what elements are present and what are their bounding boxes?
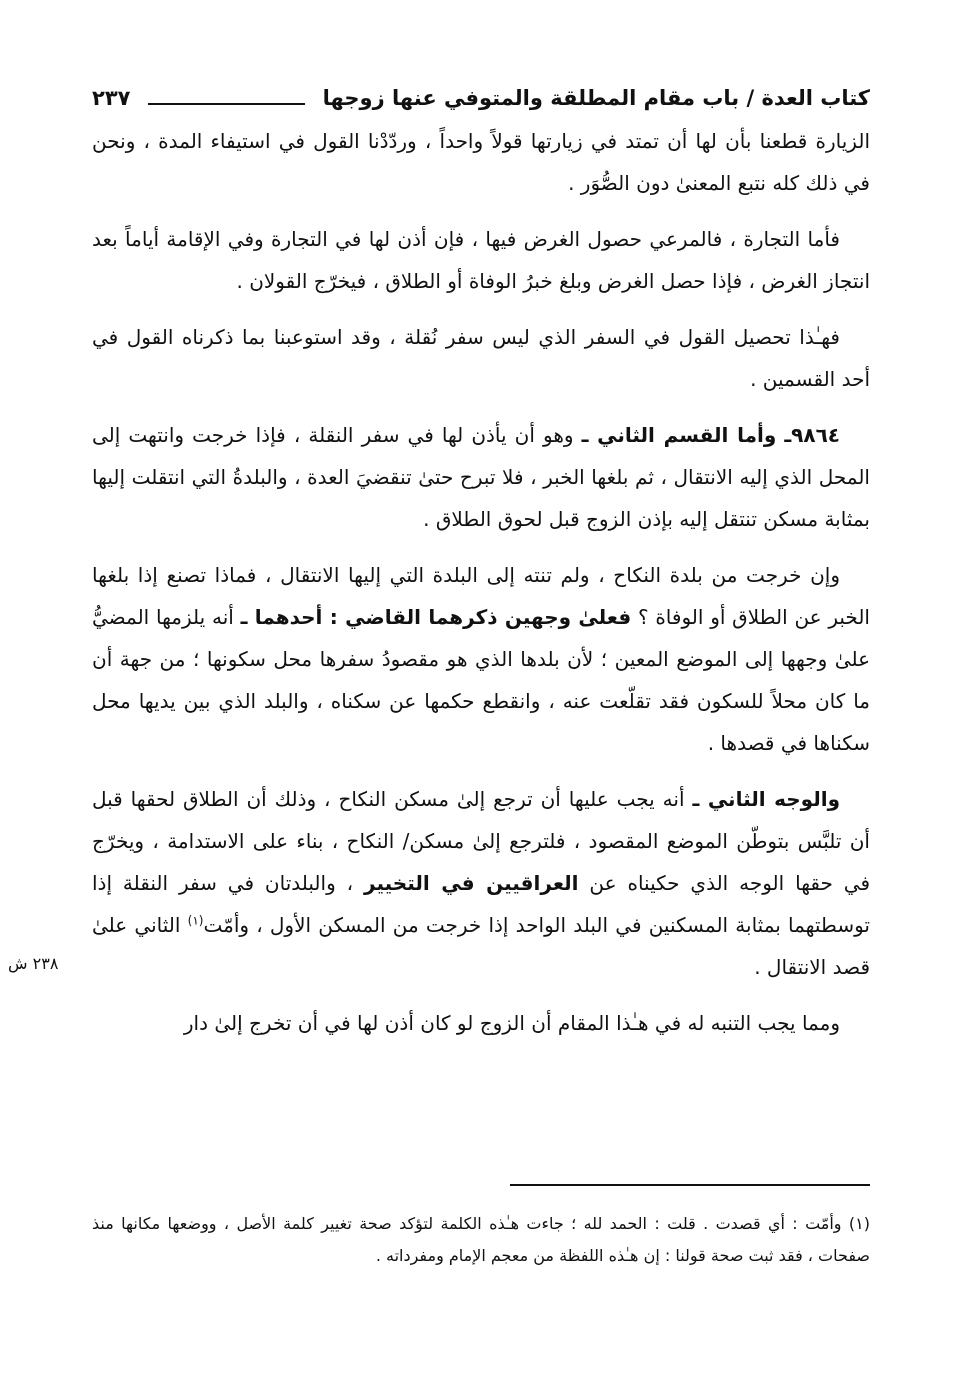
section-heading: وأما القسم الثاني ـ: [581, 423, 777, 447]
paragraph-6-heading: والوجه الثاني ـ: [692, 787, 841, 811]
running-header: [92, 78, 870, 118]
page-number: ٢٣٧: [92, 86, 131, 110]
paragraph-5-text-b: أنه يلزمها المضيُّ علىٰ وجهها إلى الموضع المعين ؛ لأن بلدها الذي هو مقصودُ سفرها محل سكونها ؛ من جهة أن ما كان محلاً للسكون فقد تقلّعت عنه ، وانقطع حكمها عن سكناه ، والبلد الذي بين يديها محل سكناها في قصدها .: [92, 605, 870, 755]
footnote-number: (١): [848, 1214, 870, 1233]
paragraph-6-text-b: ، والبلدتان في سفر النقلة إذا توسطتهما بمثابة المسكنين في البلد الواحد إذا خرجت من المسكن الأول ، وأمّت: [92, 871, 870, 937]
header-rule: [148, 103, 304, 105]
footnote-rule: [510, 1184, 870, 1186]
paragraph-4-text: وهو أن يأذن لها في سفر النقلة ، فإذا خرجت وانتهت إلى المحل الذي إليه الانتقال ، ثم بلغها الخبر ، فلا تبرح حتىٰ تنقضيَ العدة ، والبلدةُ التي انتقلت إليها بمثابة مسكن تنتقل إليه بإذن الزوج قبل لحوق الطلاق .: [92, 423, 870, 531]
footnote-text: وأمّت : أي قصدت . قلت : الحمد لله ؛ جاءت هـٰذه الكلمة لتؤكد صحة تغيير كلمة الأصل ، ووضعها مكانها منذ صفحات ، فقد ثبت صحة قولنا : إن هـٰذه اللفظة من معجم الإمام ومفرداته .: [92, 1214, 870, 1265]
main-text: [92, 120, 870, 1058]
paragraph-5-text-a: وإن خرجت من بلدة النكاح ، ولم تنته إلى البلدة التي إليها الانتقال ، فماذا تصنع إذا بلغها الخبر عن الطلاق أو الوفاة ؟: [92, 563, 870, 629]
paragraph-6-text-c: الثاني علىٰ قصد الانتقال .: [92, 913, 870, 979]
paragraph-6: [92, 778, 870, 988]
margin-note: ٢٣٨ ش: [8, 954, 59, 973]
section-number: ٩٨٦٤ـ: [784, 423, 840, 447]
footnote-marker: (١): [187, 913, 204, 928]
paragraph-6-text-a: أنه يجب عليها أن ترجع إلىٰ مسكن النكاح ، وذلك أن الطلاق لحقها قبل أن تلبَّس بتوطّن الموضع المقصود ، فلترجع إلىٰ مسكن/ النكاح ، بناء على الاستدامة ، ويخرّج في حقها الوجه الذي حكيناه عن: [92, 787, 871, 895]
paragraph-6-bold: العراقيين في التخيير: [364, 871, 579, 895]
paragraph-1: الزيارة قطعنا بأن لها أن تمتد في زيارتها قولاً واحداً ، وردّدْنا القول في استيفاء المدة ، ونحن في ذلك كله نتبع المعنىٰ دون الصُّوَر .: [92, 129, 870, 195]
paragraph-7: ومما يجب التنبه له في هـٰذا المقام أن الزوج لو كان أذن لها في أن تخرج إلىٰ دار: [183, 1011, 840, 1035]
header-title: كتاب العدة / باب مقام المطلقة والمتوفي عنها زوجها: [322, 86, 870, 110]
paragraph-5-bold: فعلىٰ وجهين ذكرهما القاضي : أحدهما ـ: [240, 605, 632, 629]
paragraph-2: فأما التجارة ، فالمرعي حصول الغرض فيها ، فإن أذن لها في التجارة وفي الإقامة أياماً بعد انتجاز الغرض ، فإذا حصل الغرض وبلغ خبرُ الوفاة أو الطلاق ، فيخرّج القولان .: [92, 227, 870, 293]
paragraph-3: فهـٰذا تحصيل القول في السفر الذي ليس سفر نُقلة ، وقد استوعبنا بما ذكرناه القول في أحد القسمين .: [92, 325, 870, 391]
paragraph-4: [92, 414, 870, 540]
paragraph-5: [92, 554, 870, 764]
footnote: [92, 1208, 870, 1272]
